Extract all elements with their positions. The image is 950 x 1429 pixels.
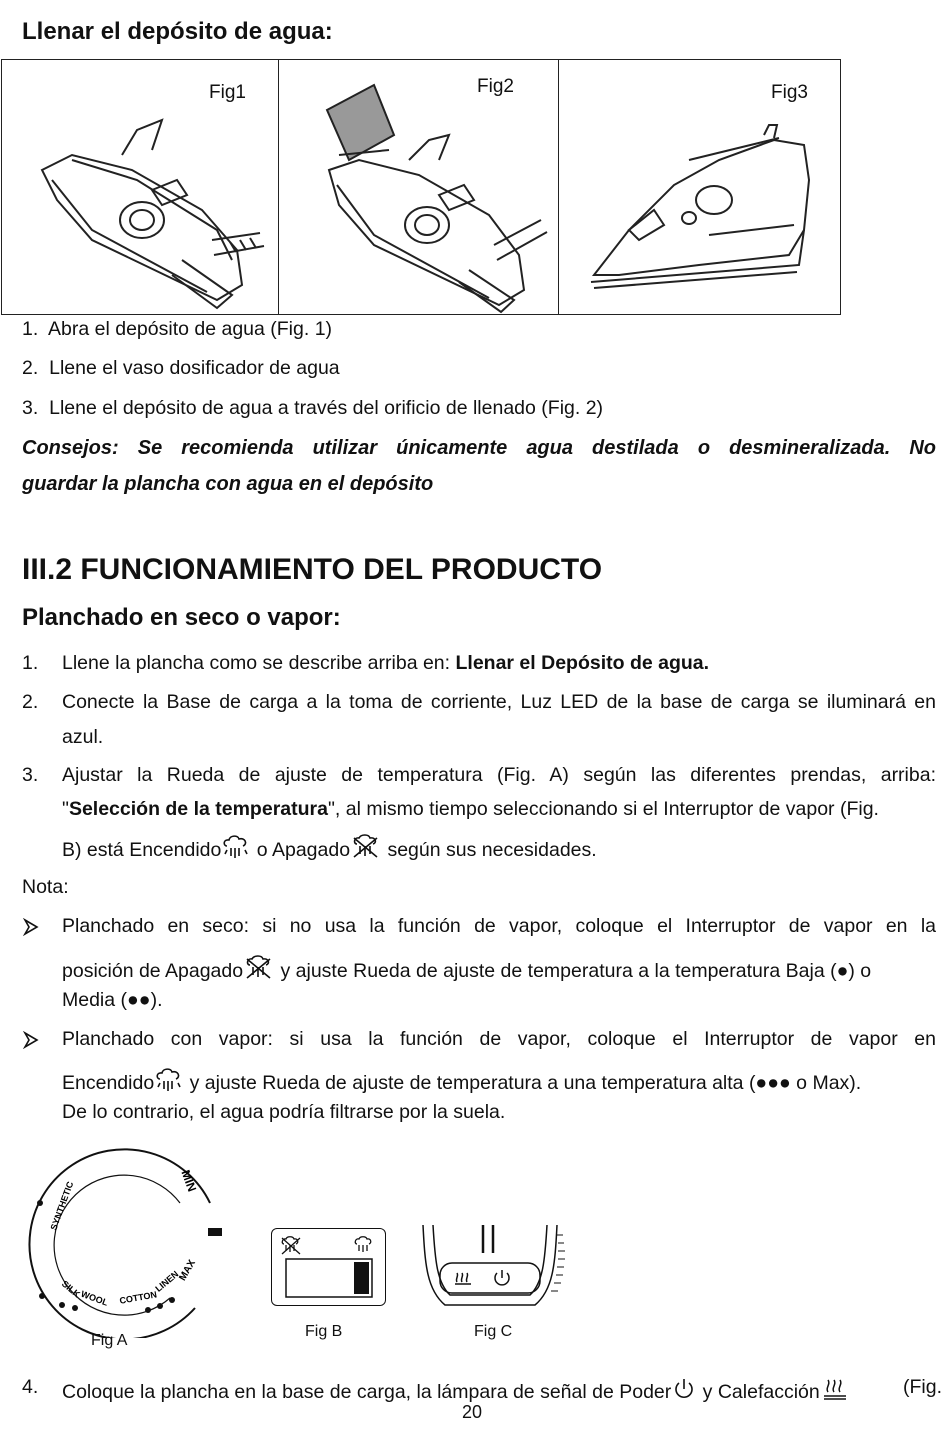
- dial-label-synthetic: SYNTHETIC: [48, 1180, 76, 1232]
- op-step-2-line-1: Conecte la Base de carga a la toma de corriente, Luz LED de la base de carga se iluminará en: [62, 691, 936, 713]
- op-step-3-on-text: B) está Encendido: [62, 839, 222, 861]
- fill-step-2-text: Llene el vaso dosificador de agua: [49, 357, 340, 379]
- iron-pour-water-illustration: [279, 60, 557, 314]
- fill-step-3-num: 3.: [22, 397, 39, 419]
- base-indicators-illustration: [415, 1225, 575, 1310]
- op-step-3-needs-text: según sus necesidades.: [382, 839, 597, 861]
- temperature-selection-bold: Selección de la temperatura: [68, 798, 328, 820]
- figure-a-label: Fig A: [91, 1332, 128, 1349]
- fill-step-1-num: 1.: [22, 318, 39, 340]
- section-title: III.2 FUNCIONAMIENTO DEL PRODUCTO: [22, 553, 603, 586]
- page-number: 20: [462, 1402, 483, 1422]
- figure-1-label: Fig1: [209, 82, 246, 103]
- bullet-1-line-1: Planchado en seco: si no usa la función de vapor, coloque el Interruptor de vapor en la: [62, 915, 936, 937]
- figure-2-label: Fig2: [477, 76, 514, 97]
- fill-step-2-num: 2.: [22, 357, 39, 379]
- steam-off-icon: [350, 834, 382, 860]
- bullet-2-line-2-rest: y ajuste Rueda de ajuste de temperatura a una temperatura alta (●●● o Max).: [184, 1072, 862, 1094]
- temperature-dial-illustration: [20, 1148, 235, 1338]
- op-step-4-num: 4.: [22, 1376, 39, 1398]
- figure-2-cell: [279, 60, 559, 314]
- tip-line-1: Consejos: Se recomienda utilizar únicamente agua destilada o desmineralizada. No: [22, 437, 936, 459]
- note-label: Nota:: [22, 876, 69, 898]
- dial-label-linen: LINEN: [153, 1268, 181, 1294]
- op-step-3-line-3: [62, 834, 597, 862]
- iron-open-tank-illustration: [2, 60, 277, 314]
- dial-label-max: MAX: [177, 1258, 198, 1283]
- op-step-1-text: Llene la plancha como se describe arriba en:: [62, 652, 456, 674]
- bullet-1-line-2: [62, 955, 871, 983]
- bullet-1-line-2-rest: y ajuste Rueda de ajuste de temperatura a la temperatura Baja (●) o: [275, 960, 872, 982]
- bullet-arrow-icon: [22, 1031, 40, 1049]
- bullet-arrow-icon: [22, 918, 40, 936]
- op-step-2-line-2: azul.: [62, 726, 104, 748]
- fill-step-1: [22, 318, 332, 341]
- op-step-4: [62, 1376, 850, 1404]
- dial-label-cotton: COTTON: [118, 1289, 158, 1306]
- figure-3-cell: [559, 60, 840, 314]
- figure-3-label: Fig3: [771, 82, 808, 103]
- op-step-3-line-1: Ajustar la Rueda de ajuste de temperatura (Fig. A) según las diferentes prendas, arriba:: [62, 764, 936, 786]
- figure-table-fill: [1, 59, 841, 315]
- heading-fill-tank: Llenar el depósito de agua:: [22, 18, 333, 45]
- figure-b-label: Fig B: [305, 1323, 343, 1340]
- subsection-title: Planchado en seco o vapor:: [22, 604, 341, 631]
- bullet-1-line-3: Media (●●).: [62, 989, 163, 1011]
- quote-open: ": [62, 798, 69, 820]
- op-step-4-heating-text: y Calefacción: [697, 1381, 820, 1403]
- fill-step-3-text: Llene el depósito de agua a través del orificio de llenado (Fig. 2): [49, 397, 604, 419]
- steam-off-icon: [243, 955, 275, 981]
- steam-on-icon: [221, 834, 251, 860]
- op-step-3-line-2-rest: ", al mismo tiempo seleccionando si el Interruptor de vapor (Fig.: [327, 798, 879, 820]
- op-step-3-num: 3.: [22, 764, 39, 786]
- bullet-2-line-2: [62, 1067, 861, 1095]
- steam-on-icon: [154, 1067, 184, 1093]
- op-step-3-off-text: o Apagado: [251, 839, 351, 861]
- dial-label-min: MIN: [178, 1168, 200, 1194]
- figure-c-label: Fig C: [474, 1323, 513, 1340]
- steam-switch-graphic: [272, 1229, 384, 1304]
- op-step-4-text: Coloque la plancha en la base de carga, la lámpara de señal de Poder: [62, 1381, 672, 1403]
- op-step-3-line-2: [62, 798, 879, 821]
- dial-label-wool: WOOL: [79, 1288, 110, 1308]
- dial-label-silk: SILK: [59, 1278, 83, 1300]
- op-step-4-fig-ref: (Fig.: [903, 1376, 942, 1398]
- heating-icon: [820, 1376, 850, 1402]
- op-step-1-bold: Llenar el Depósito de agua.: [455, 652, 710, 674]
- bullet-2-on-text: Encendido: [62, 1072, 155, 1094]
- op-step-1-num: 1.: [22, 652, 39, 674]
- op-step-2-num: 2.: [22, 691, 39, 713]
- steam-switch-illustration: [271, 1228, 386, 1306]
- power-icon: [671, 1376, 697, 1402]
- bullet-2-line-1: Planchado con vapor: si usa la función de vapor, coloque el Interruptor de vapor en: [62, 1028, 936, 1050]
- bullet-2-line-3: De lo contrario, el agua podría filtrarse por la suela.: [62, 1101, 506, 1123]
- op-step-1: [62, 652, 709, 675]
- fill-step-3: [22, 397, 603, 420]
- fill-step-2: [22, 357, 340, 380]
- figure-1-cell: [2, 60, 279, 314]
- tip-line-2: guardar la plancha con agua en el depósito: [22, 473, 434, 495]
- iron-closed-illustration: [559, 60, 839, 314]
- fill-step-1-text: Abra el depósito de agua (Fig. 1): [48, 318, 333, 340]
- bullet-1-off-text: posición de Apagado: [62, 960, 244, 982]
